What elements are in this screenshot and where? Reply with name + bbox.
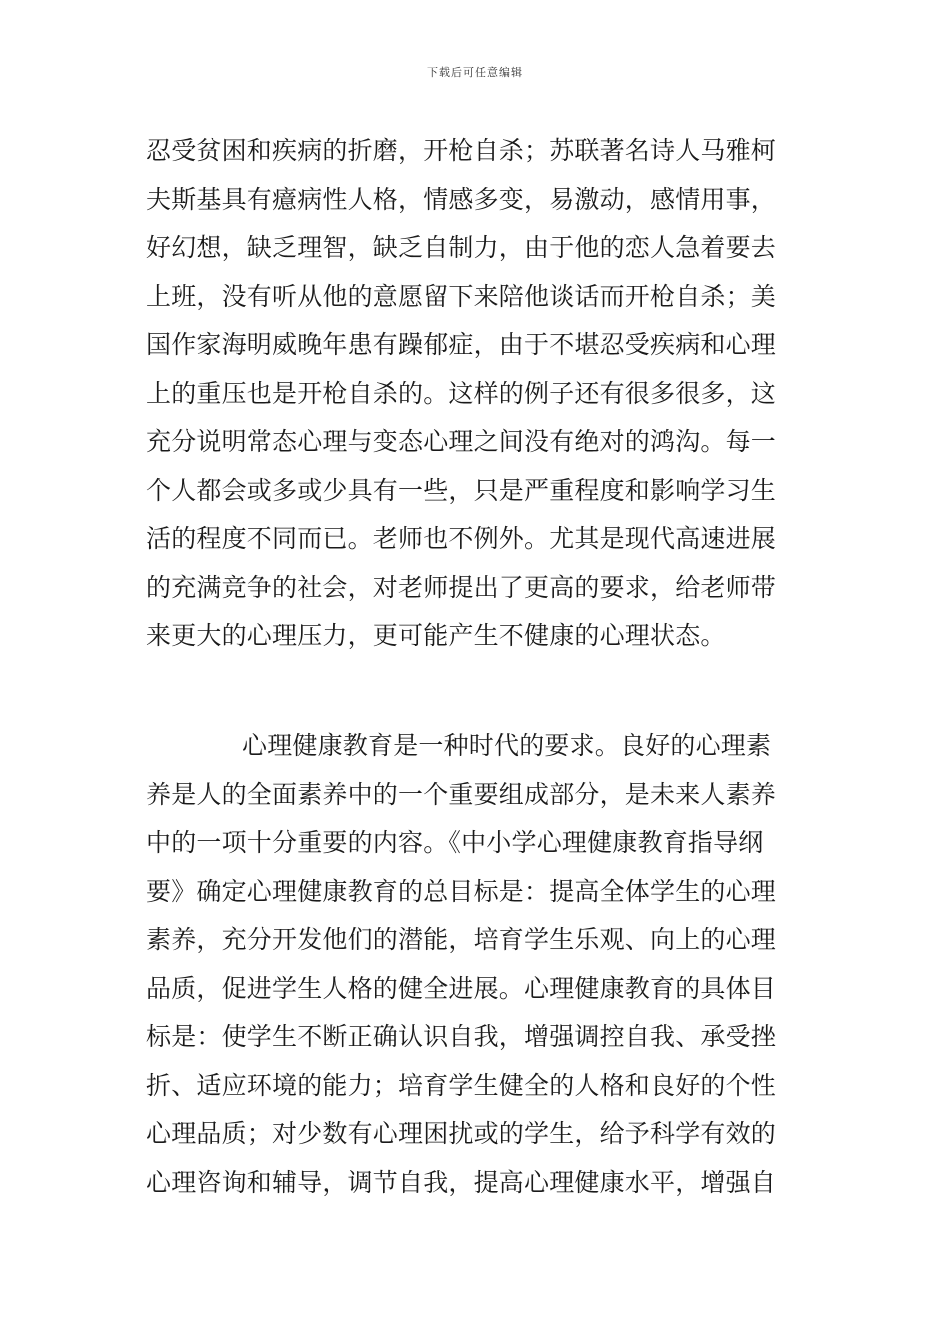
- text-line: 来更大的心理压力，更可能产生不健康的心理状态。: [146, 621, 726, 650]
- text-line: 标是：使学生不断正确认识自我，增强调控自我、承受挫: [146, 1022, 777, 1051]
- text-line: 上班，没有听从他的意愿留下来陪他谈话而开枪自杀；美: [146, 281, 777, 311]
- text-line: 心理咨询和辅导，调节自我，提高心理健康水平，增强自: [146, 1167, 777, 1197]
- text-line: 国作家海明威晚年患有躁郁症，由于不堪忍受疾病和心理: [146, 330, 777, 359]
- paragraph-mental-health-education: [146, 722, 816, 1207]
- page-header: 下载后可任意编辑: [427, 66, 523, 79]
- text-line: 好幻想，缺乏理智，缺乏自制力，由于他的恋人急着要去: [146, 233, 777, 262]
- text-line: 心理品质；对少数有心理困扰或的学生，给予科学有效的: [146, 1119, 777, 1148]
- text-line: 折、适应环境的能力；培育学生健全的人格和良好的个性: [146, 1070, 777, 1100]
- text-line: 个人都会或多或少具有一些，只是严重程度和影响学习生: [146, 475, 777, 505]
- text-line: 品质，促进学生人格的健全进展。心理健康教育的具体目: [146, 973, 777, 1003]
- text-line: 活的程度不同而已。老师也不例外。尤其是现代高速进展: [146, 524, 777, 553]
- text-line: 忍受贫困和疾病的折磨，开枪自杀；苏联著名诗人马雅柯: [146, 136, 777, 165]
- text-line: 要》确定心理健康教育的总目标是：提高全体学生的心理: [146, 876, 777, 906]
- text-line: 养是人的全面素养中的一个重要组成部分，是未来人素养: [146, 779, 777, 809]
- text-line: 中的一项十分重要的内容。《中小学心理健康教育指导纲: [146, 828, 764, 857]
- text-line: 的充满竞争的社会，对老师提出了更高的要求，给老师带: [146, 572, 777, 602]
- text-line: 素养，充分开发他们的潜能，培育学生乐观、向上的心理: [146, 925, 777, 954]
- paragraph-continuation: [146, 127, 816, 661]
- text-line: 上的重压也是开枪自杀的。这样的例子还有很多很多，这: [146, 378, 777, 408]
- text-line: 充分说明常态心理与变态心理之间没有绝对的鸿沟。每一: [146, 427, 777, 456]
- text-line: 夫斯基具有癔病性人格，情感多变，易激动，感情用事，: [146, 184, 777, 214]
- text-line-indented: 心理健康教育是一种时代的要求。良好的心理素: [242, 731, 772, 760]
